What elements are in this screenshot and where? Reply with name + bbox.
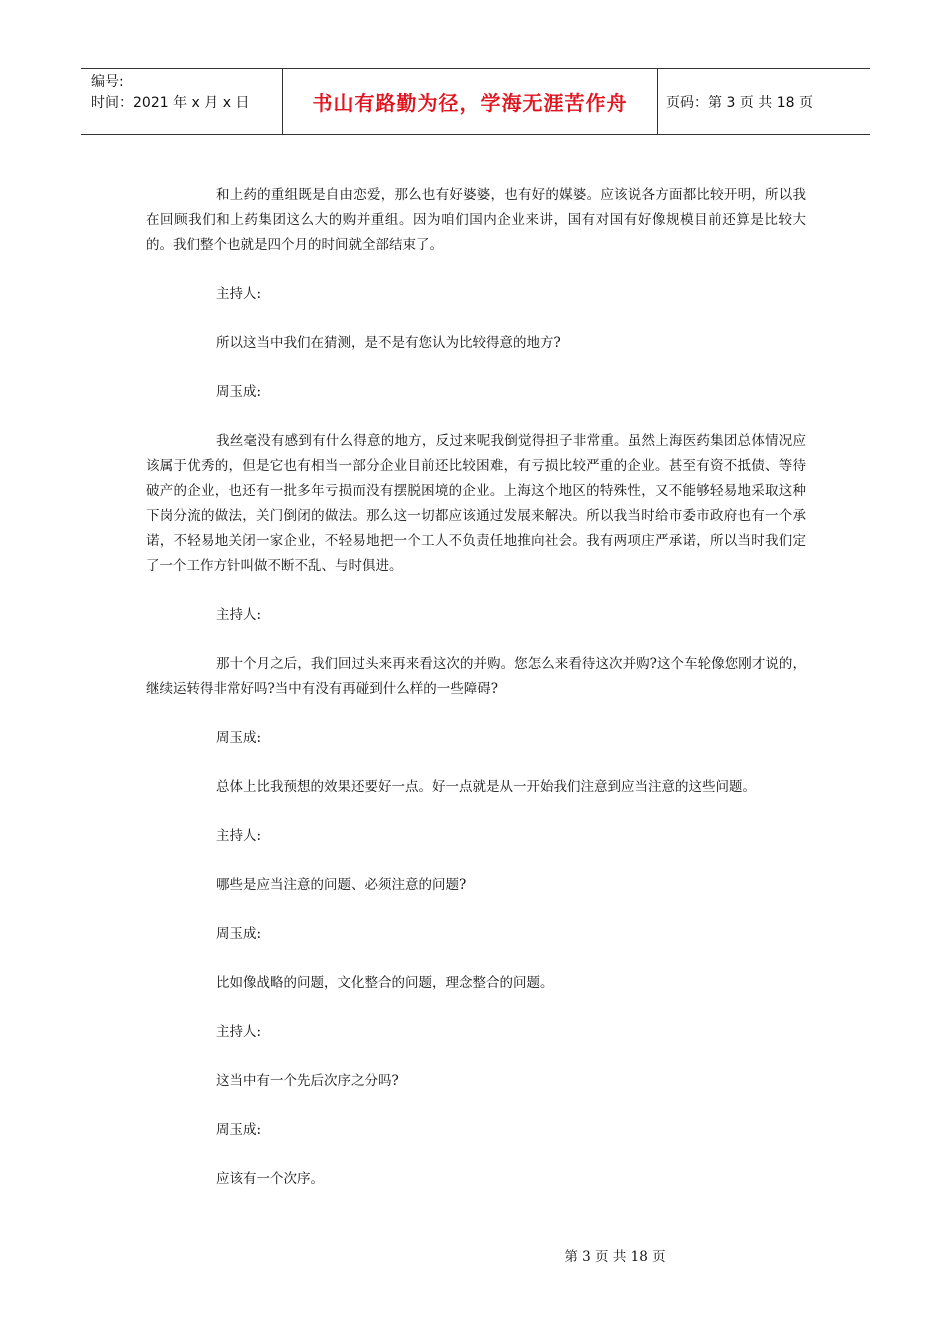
dialogue-line: 哪些是应当注意的问题、必须注意的问题? — [216, 877, 467, 893]
speaker-label: 主持人: — [216, 828, 262, 844]
speaker-label: 周玉成: — [216, 926, 262, 942]
document-header — [81, 68, 870, 135]
speaker-label: 主持人: — [216, 607, 262, 623]
header-motto: 书山有路勤为径，学海无涯苦作舟 — [282, 69, 658, 134]
speaker-label: 主持人: — [216, 1024, 262, 1040]
dialogue-line: 所以这当中我们在猜测，是不是有您认为比较得意的地方? — [216, 335, 561, 351]
page-footer: 第 3 页 共 18 页 — [564, 1249, 666, 1265]
dialogue-line: 比如像战略的问题，文化整合的问题，理念整合的问题。 — [216, 975, 554, 991]
speaker-label: 周玉成: — [216, 384, 262, 400]
paragraph: 那十个月之后，我们回过头来再来看这次的并购。您怎么来看待这次并购?这个车轮像您刚才说的，继续运转得非常好吗?当中有没有再碰到什么样的一些障碍? — [146, 656, 806, 697]
document-number: 编号: — [91, 74, 124, 90]
dialogue-line: 这当中有一个先后次序之分吗? — [216, 1073, 399, 1089]
dialogue-line: 应该有一个次序。 — [216, 1171, 324, 1187]
header-page-number: 页码：第 3 页 共 18 页 — [666, 94, 813, 111]
document-body — [146, 183, 806, 1216]
dialogue-line: 总体上比我预想的效果还要好一点。好一点就是从一开始我们注意到应当注意的这些问题。 — [216, 779, 756, 795]
speaker-label: 周玉成: — [216, 1122, 262, 1138]
paragraph: 我丝毫没有感到有什么得意的地方，反过来呢我倒觉得担子非常重。虽然上海医药集团总体情况应该属于优秀的，但是它也有相当一部分企业目前还比较困难，有亏损比较严重的企业。甚至有资不抵债、等待破产的企业，也还有一批多年亏损而没有摆脱困境的企业。上海这个地区的特殊性，又不能够轻易地采取这种下岗分流的做法，关门倒闭的做法。那么这一切都应该通过发展来解决。所以我当时给市委市政府也有一个承诺，不轻易地关闭一家企业，不轻易地把一个工人不负责任地推向社会。我有两项庄严承诺，所以当时我们定了一个工作方针叫做不断不乱、与时俱进。 — [146, 433, 806, 574]
document-time: 时间：2021 年 x 月 x 日 — [91, 95, 250, 111]
speaker-label: 主持人: — [216, 286, 262, 302]
header-meta — [81, 69, 282, 134]
paragraph: 和上药的重组既是自由恋爱，那么也有好婆婆，也有好的媒婆。应该说各方面都比较开明，所以我在回顾我们和上药集团这么大的购并重组。因为咱们国内企业来讲，国有对国有好像规模目前还算是比较大的。我们整个也就是四个月的时间就全部结束了。 — [146, 187, 806, 253]
speaker-label: 周玉成: — [216, 730, 262, 746]
